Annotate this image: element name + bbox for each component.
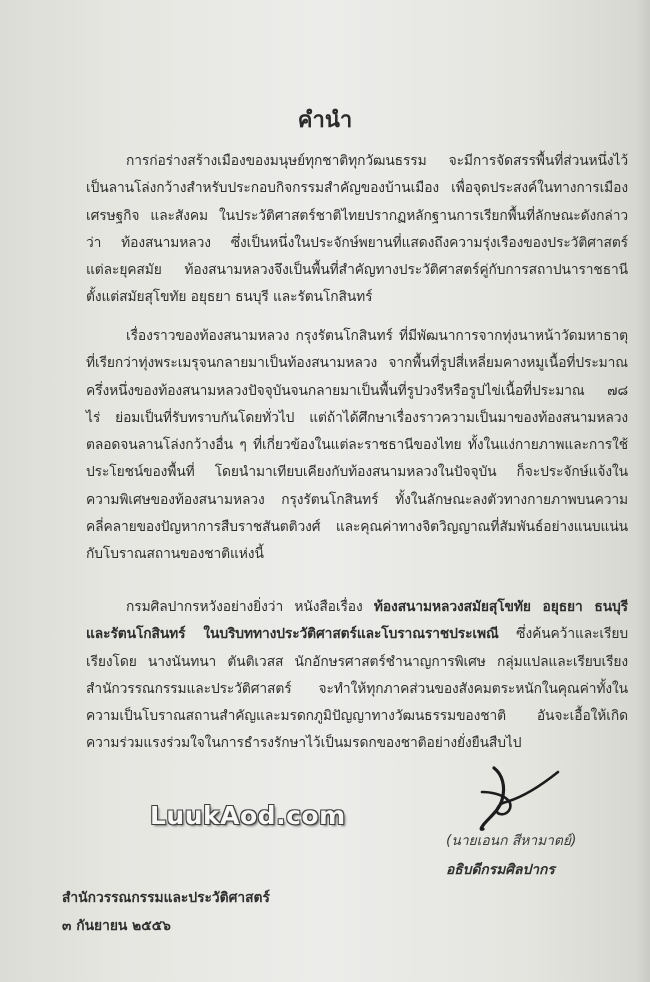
document-date: ๓ กันยายน ๒๕๕๖ [62, 918, 171, 934]
paragraph-3-intro: กรมศิลปากรหวังอย่างยิ่งว่า หนังสือเรื่อง [126, 599, 374, 615]
paragraph-2: เรื่องราวของท้องสนามหลวง กรุงรัตนโกสินทร์ ที่มีพัฒนาการจากทุ่งนาหน้าวัดมหาธาตุที่เรียกว่าทุ่งพระเมรุจนกลายมาเป็นท้องสนามหลวง จากพื้นที่รูปสี่เหลี่ยมคางหมูเนื้อที่ประมาณครึ่งหนึ่งของท้องสนามหลวงปัจจุบันจนกลายมาเป็นพื้นที่รูปวงรีหรือรูปไข่เนื้อที่ประมาณ ๗๘ ไร่ ย่อมเป็นที่รับทราบกันโดยทั่วไป แต่ถ้าได้ศึกษาเรื่องราวความเป็นมาของท้องสนามหลวงตลอดจนลานโล่งกว้างอื่น ๆ ที่เกี่ยวข้องในแต่ละราชธานีของไทย ทั้งในแง่กายภาพและการใช้ประโยชน์ของพื้นที่ โดยนำมาเทียบเคียงกับท้องสนามหลวงในปัจจุบัน ก็จะประจักษ์แจ้งในความพิเศษของท้องสนามหลวง กรุงรัตนโกสินทร์ ทั้งในลักษณะลงตัวทางกายภาพบนความคลี่คลายของปัญหาการสืบราชสันตติวงศ์ และคุณค่าทางจิตวิญญาณที่สัมพันธ์อย่างแนบแน่นกับโบราณสถานของชาติแห่งนี้ [86, 328, 628, 563]
signature-image [472, 758, 564, 832]
signer-title: อธิบดีกรมศิลปากร [446, 862, 555, 878]
book-title: ท้องสนามหลวงสมัยสุโขทัย อยุธยา ธนบุรี และรัตนโกสินทร์ ในบริบททางประวัติศาสตร์และโบราณราชประเพณี [86, 599, 628, 643]
watermark-text: LuukAod.com [150, 801, 346, 830]
paragraph-1: การก่อร่างสร้างเมืองของมนุษย์ทุกชาติทุกวัฒนธรรม จะมีการจัดสรรพื้นที่ส่วนหนึ่งไว้เป็นลานโล่งกว้างสำหรับประกอบกิจกรรมสำคัญของบ้านเมือง เพื่อจุดประสงค์ในทางการเมือง เศรษฐกิจ และสังคม ในประวัติศาสตร์ชาติไทยปรากฏหลักฐานการเรียกพื้นที่ลักษณะดังกล่าวว่า ท้องสนามหลวง ซึ่งเป็นหนึ่งในประจักษ์พยานที่แสดงถึงความรุ่งเรืองของประวัติศาสตร์แต่ละยุคสมัย ท้องสนามหลวงจึงเป็นพื้นที่สำคัญทางประวัติศาสตร์คู่กับการสถาปนาราชธานีตั้งแต่สมัยสุโขทัย อยุธยา ธนบุรี และรัตนโกสินทร์ [86, 153, 628, 306]
signer-name: (นายเอนก สีหามาตย์) [446, 833, 577, 849]
page-title: คำนำ [297, 108, 353, 133]
office-name: สำนักวรรณกรรมและประวัติศาสตร์ [62, 890, 270, 906]
paragraph-3 [86, 594, 628, 758]
paragraph-3-rest: ซึ่งค้นคว้าและเรียบเรียงโดย นางนันทนา ตันติเวสส นักอักษรศาสตร์ชำนาญการพิเศษ กลุ่มแปลและเรียบเรียง สำนักวรรณกรรมและประวัติศาสตร์ จะทำให้ทุกภาคส่วนของสังคมตระหนักในคุณค่าทั้งในความเป็นโบราณสถานสำคัญและมรดกภูมิปัญญาทางวัฒนธรรมของชาติ อันจะเอื้อให้เกิดความร่วมแรงร่วมใจในการธำรงรักษาไว้เป็นมรดกของชาติอย่างยั่งยืนสืบไป [86, 626, 628, 752]
